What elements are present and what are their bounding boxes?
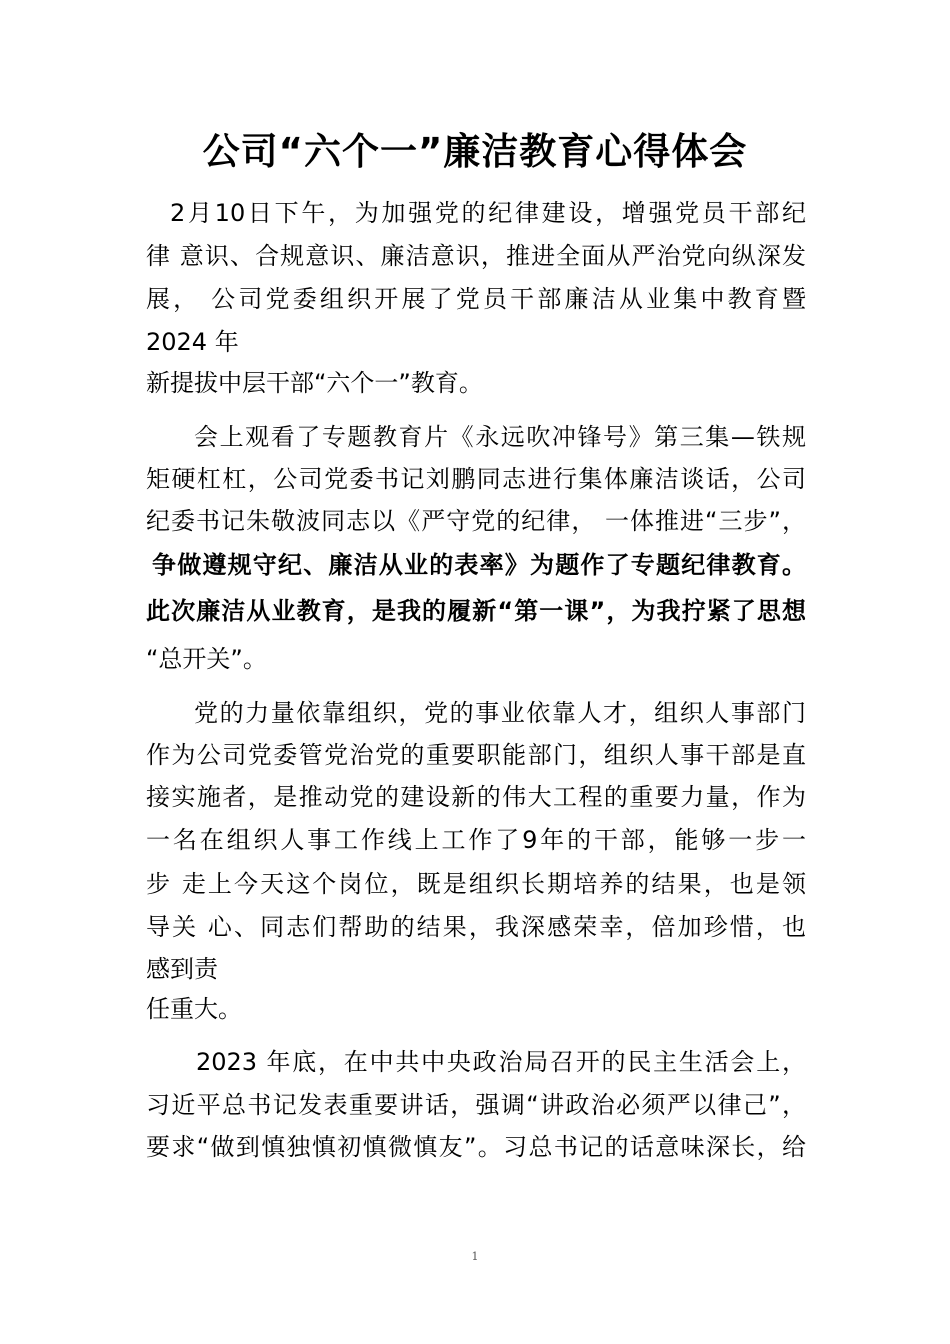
text-line: “总开关”。 — [146, 645, 267, 673]
text-line: 要求“做到慎独慎初慎微慎友”。习总书记的话意味深长，给 — [146, 1133, 806, 1161]
text-line: 新提拔中层干部“六个一”教育。 — [146, 369, 483, 397]
text-line: 会上观看了专题教育片《永远吹冲锋号》第三集—铁规 — [194, 423, 806, 451]
text-line: 一名在组织人事工作线上工作了9年的干部，能够一步一 — [146, 826, 806, 854]
text-line: 2月10日下午，为加强党的纪律建设，增强党员干部纪 — [170, 199, 806, 227]
text-line: 任重大。 — [146, 995, 242, 1023]
text-line: 导关 心、同志们帮助的结果，我深感荣幸，倍加珍惜，也 — [146, 913, 806, 941]
text-line: 作为公司党委管党治党的重要职能部门，组织人事干部是直 — [146, 741, 806, 769]
bold-text-line: 此次廉洁从业教育，是我的履新“第一课”，为我拧紧了思想 — [146, 597, 806, 625]
text-line: 党的力量依靠组织，党的事业依靠人才，组织人事部门 — [194, 699, 806, 727]
text-line: 接实施者，是推动党的建设新的伟大工程的重要力量，作为 — [146, 783, 806, 811]
text-line: 习近平总书记发表重要讲话，强调“讲政治必须严以律己”， — [146, 1091, 806, 1119]
page-number: 1 — [471, 1250, 479, 1263]
text-line: 2023 年底，在中共中央政治局召开的民主生活会上， — [196, 1048, 806, 1076]
text-line: 纪委书记朱敬波同志以《严守党的纪律， 一体推进“三步”， — [146, 507, 806, 535]
text-line: 2024 年 — [146, 328, 239, 356]
bold-text-line: 争做遵规守纪、廉洁从业的表率》为题作了专题纪律教育。 — [152, 551, 806, 579]
text-line: 步 走上今天这个岗位，既是组织长期培养的结果，也是领 — [146, 870, 806, 898]
text-line: 矩硬杠杠，公司党委书记刘鹏同志进行集体廉洁谈话，公司 — [146, 465, 806, 493]
text-line: 展， 公司党委组织开展了党员干部廉洁从业集中教育暨 — [146, 285, 806, 313]
document-title: 公司“六个一”廉洁教育心得体会 — [202, 130, 748, 173]
text-line: 律 意识、合规意识、廉洁意识，推进全面从严治党向纵深发 — [146, 242, 806, 270]
text-line: 感到责 — [146, 955, 218, 983]
